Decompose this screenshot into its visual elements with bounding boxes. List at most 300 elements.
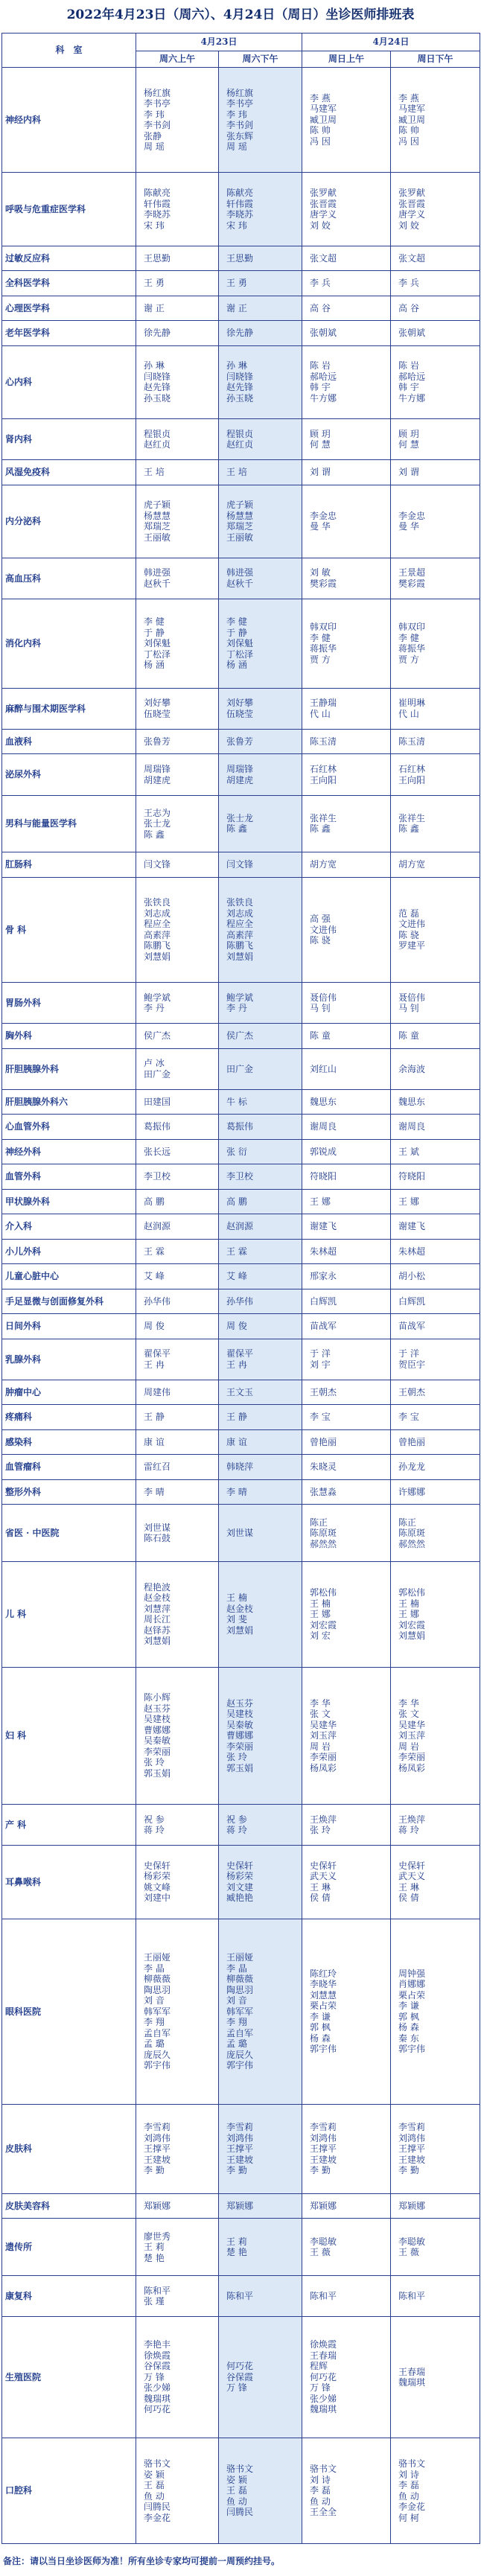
doctor-name: 赵玉芬 [144, 1703, 171, 1714]
doctor-name: 庞辰久 [144, 2049, 171, 2060]
doctor-cell [219, 1089, 302, 1115]
doctor-name: 廖世秀 [144, 2231, 171, 2242]
doctor-name: 柳薇薇 [226, 1974, 254, 1985]
page-title: 2022年4月23日（周六）、4月24日（周日）坐诊医师排班表 [66, 7, 415, 22]
doctor-name: 谢 正 [144, 302, 165, 313]
doctor-cell [219, 1667, 302, 1805]
doctor-name: 王 磊 [144, 2480, 165, 2491]
doctor-name: 轩伟霞 [226, 198, 254, 209]
doctor-name: 轩伟霞 [144, 198, 171, 209]
doctor-name: 刘鸿伟 [310, 2132, 337, 2143]
doctor-name: 何巧花 [226, 2361, 254, 2372]
doctor-name: 周 瑶 [144, 141, 165, 153]
table-row [2, 2193, 480, 2219]
doctor-cell [136, 419, 219, 460]
doctor-cell [302, 599, 391, 688]
doctor-name: 王志为 [144, 807, 171, 818]
doctor-name: 高 鹏 [226, 1196, 247, 1207]
doctor-name: 李 晶 [144, 1963, 165, 1974]
doctor-name: 何 慧 [398, 439, 419, 450]
dept-name: 乳腺外科 [2, 1339, 136, 1380]
doctor-name: 万 锋 [226, 2382, 247, 2394]
doctor-cell [136, 1919, 219, 2104]
doctor-name: 李 兵 [398, 278, 419, 289]
doctor-name: 马建军 [310, 103, 337, 115]
doctor-name: 史保轩 [398, 1860, 426, 1871]
doctor-name: 郭宇伟 [226, 2060, 254, 2071]
doctor-name: 葛振伟 [144, 1121, 171, 1132]
doctor-name: 陈 骁 [398, 929, 419, 940]
doctor-name: 周 岩 [310, 1741, 331, 1752]
doctor-cell [136, 2105, 219, 2194]
doctor-name: 李 翔 [226, 2017, 247, 2028]
doctor-name: 陈正 [398, 1517, 417, 1528]
table-row [2, 419, 480, 460]
doctor-cell [136, 1289, 219, 1314]
doctor-cell [391, 1115, 480, 1140]
doctor-name: 曾艳丽 [398, 1436, 426, 1447]
doctor-name: 孟自军 [226, 2027, 254, 2038]
doctor-name: 陶思羽 [226, 1984, 254, 1995]
doctor-cell [219, 1339, 302, 1380]
doctor-name: 王 莉 [226, 2236, 247, 2247]
doctor-name: 曼 华 [310, 521, 331, 532]
doctor-name: 侯 倩 [398, 1893, 419, 1904]
dept-name: 神经外科 [2, 1139, 136, 1164]
table-row [2, 246, 480, 271]
doctor-name: 高 谷 [398, 302, 419, 313]
date-header-0423: 4月23日 [136, 34, 302, 51]
dept-name: 内分泌科 [2, 485, 136, 558]
doctor-cell [136, 1562, 219, 1667]
doctor-cell [391, 173, 480, 246]
doctor-name: 孙 琳 [226, 360, 247, 372]
doctor-cell [136, 173, 219, 246]
doctor-name: 谢建飞 [398, 1221, 426, 1232]
table-row [2, 558, 480, 599]
doctor-name: 鱼 动 [144, 2490, 165, 2502]
doctor-name: 栗占荣 [310, 2000, 337, 2012]
date-header-0424: 4月24日 [302, 34, 480, 51]
doctor-cell [136, 1189, 219, 1214]
doctor-cell [219, 1919, 302, 2104]
doctor-cell [391, 1455, 480, 1480]
doctor-cell [219, 2105, 302, 2194]
doctor-name: 李 华 [310, 1697, 331, 1709]
doctor-name: 谢周良 [310, 1121, 337, 1132]
doctor-cell [219, 1139, 302, 1164]
doctor-name: 李雪莉 [144, 2122, 171, 2133]
doctor-name: 韩双印 [398, 622, 426, 633]
doctor-name: 高素萍 [144, 929, 171, 940]
doctor-name: 张士龙 [226, 812, 254, 823]
doctor-name: 郭 枫 [310, 2022, 331, 2033]
dept-name: 麻醉与围术期医学科 [2, 688, 136, 729]
doctor-name: 侯广杰 [226, 1030, 254, 1042]
doctor-name: 李 玮 [226, 109, 247, 120]
doctor-cell [302, 1115, 391, 1140]
doctor-name: 李 磊 [398, 2480, 419, 2491]
doctor-name: 谷保霞 [226, 2371, 254, 2382]
doctor-name: 刘慧娟 [398, 1630, 426, 1642]
doctor-name: 陈 鑫 [226, 823, 247, 835]
doctor-cell [391, 271, 480, 296]
doctor-name: 代 山 [310, 708, 331, 719]
doctor-name: 王全全 [310, 2507, 337, 2518]
dept-name: 日间外科 [2, 1314, 136, 1339]
doctor-name: 张 衍 [226, 1146, 247, 1157]
doctor-name: 陈 帅 [310, 125, 331, 136]
doctor-cell [219, 1289, 302, 1314]
doctor-cell [136, 1164, 219, 1190]
doctor-cell [302, 2276, 391, 2317]
doctor-name: 李 燕 [398, 92, 419, 103]
table-row [2, 1048, 480, 1089]
doctor-cell [302, 1846, 391, 1919]
doctor-name: 刘慧娟 [226, 951, 254, 962]
doctor-name: 肖娜娜 [398, 1979, 426, 1990]
doctor-name: 王丽娅 [144, 1952, 171, 1963]
doctor-name: 于 静 [144, 627, 165, 638]
doctor-name: 李 燕 [310, 92, 331, 103]
doctor-name: 石红林 [398, 764, 426, 774]
doctor-name: 姿 颖 [226, 2474, 247, 2485]
table-row [2, 173, 480, 246]
doctor-cell [136, 599, 219, 688]
doctor-cell [391, 68, 480, 173]
doctor-name: 康 谊 [226, 1436, 247, 1447]
table-row [2, 1429, 480, 1455]
doctor-name: 李 健 [398, 632, 419, 643]
dept-name: 男科与能量医学科 [2, 795, 136, 852]
doctor-cell [302, 296, 391, 321]
doctor-name: 王 莉 [144, 2242, 165, 2253]
doctor-cell [219, 1846, 302, 1919]
doctor-cell [391, 2317, 480, 2438]
doctor-name: 朱林超 [310, 1246, 337, 1257]
dept-name: 老年医学科 [2, 321, 136, 346]
doctor-name: 王向阳 [310, 774, 337, 785]
doctor-name: 刘 宇 [310, 1359, 331, 1370]
dept-name: 心内科 [2, 345, 136, 418]
doctor-name: 王撑平 [398, 2143, 426, 2155]
doctor-name: 刘文建 [226, 1881, 254, 1893]
doctor-name: 王撑平 [226, 2143, 254, 2155]
doctor-name: 李 谦 [398, 2000, 419, 2012]
dept-name: 风湿免疫科 [2, 460, 136, 485]
doctor-name: 郑颖娜 [226, 2200, 254, 2211]
doctor-name: 张士龙 [144, 818, 171, 829]
doctor-name: 李书剑 [226, 120, 254, 131]
doctor-name: 王 娜 [310, 1196, 331, 1207]
table-row [2, 1339, 480, 1380]
doctor-cell [136, 1139, 219, 1164]
doctor-name: 王 楠 [398, 1598, 419, 1609]
doctor-name: 张铁良 [226, 897, 254, 908]
doctor-cell [302, 1405, 391, 1430]
doctor-name: 孙龙龙 [398, 1461, 426, 1473]
doctor-cell [302, 2438, 391, 2544]
doctor-name: 周 瑶 [226, 141, 247, 153]
doctor-cell [219, 558, 302, 599]
doctor-name: 牛方娜 [310, 392, 337, 404]
doctor-cell [302, 688, 391, 729]
doctor-cell [302, 754, 391, 795]
doctor-cell [302, 877, 391, 982]
doctor-cell [391, 1405, 480, 1430]
doctor-name: 刘世谋 [144, 1522, 171, 1533]
doctor-cell [302, 173, 391, 246]
doctor-cell [136, 1048, 219, 1089]
table-row [2, 2219, 480, 2276]
doctor-name: 田广金 [226, 1063, 254, 1074]
dept-name: 省医 · 中医院 [2, 1505, 136, 1562]
doctor-cell [391, 1289, 480, 1314]
doctor-name: 田建国 [144, 1096, 171, 1107]
doctor-name: 杨 涵 [226, 660, 247, 671]
doctor-name: 刘 诗 [398, 2469, 419, 2480]
doctor-name: 陈 岩 [310, 360, 331, 372]
doctor-name: 王 薇 [310, 2247, 331, 2258]
table-row [2, 1139, 480, 1164]
doctor-name: 郭松伟 [398, 1587, 426, 1598]
doctor-name: 张长远 [144, 1146, 171, 1157]
table-row [2, 1189, 480, 1214]
doctor-name: 刘慧萍 [144, 1603, 171, 1614]
doctor-name: 赵红贞 [226, 439, 254, 450]
doctor-cell [391, 1562, 480, 1667]
doctor-cell [136, 1667, 219, 1805]
doctor-name: 张罗献 [310, 188, 337, 199]
doctor-name: 陈红玲 [310, 1968, 337, 1979]
doctor-name: 刘保魁 [226, 638, 254, 649]
doctor-name: 侯广杰 [144, 1030, 171, 1042]
dept-name: 生殖医院 [2, 2317, 136, 2438]
doctor-name: 李书亭 [226, 98, 254, 109]
doctor-name: 聂倍伟 [398, 992, 426, 1003]
doctor-cell [136, 877, 219, 982]
doctor-cell [136, 296, 219, 321]
doctor-cell [302, 1429, 391, 1455]
doctor-name: 张 玲 [226, 1752, 247, 1763]
doctor-name: 刘好攀 [226, 698, 254, 709]
table-row [2, 1380, 480, 1405]
doctor-cell [219, 983, 302, 1024]
doctor-cell [219, 2219, 302, 2276]
doctor-name: 陈玉清 [398, 736, 426, 747]
doctor-name: 蒋 玲 [144, 1825, 165, 1836]
doctor-name: 石红林 [310, 764, 337, 774]
doctor-cell [302, 1339, 391, 1380]
dept-name: 肝胆胰腺外科六 [2, 1089, 136, 1115]
doctor-name: 翟保平 [226, 1348, 254, 1359]
doctor-cell [302, 1479, 391, 1505]
doctor-name: 伍晓莹 [144, 708, 171, 719]
doctor-name: 王建坡 [398, 2154, 426, 2165]
doctor-cell [391, 1339, 480, 1380]
doctor-cell [391, 296, 480, 321]
doctor-name: 葛振伟 [226, 1121, 254, 1132]
dept-name: 甲状腺外科 [2, 1189, 136, 1214]
doctor-name: 张鲁芳 [226, 736, 254, 747]
doctor-name: 王 娜 [310, 1609, 331, 1620]
doctor-name: 张文超 [398, 252, 426, 264]
doctor-name: 郭宇伟 [310, 2044, 337, 2055]
doctor-cell [136, 321, 219, 346]
doctor-name: 王 娜 [398, 1196, 419, 1207]
doctor-name: 韩军军 [144, 2006, 171, 2017]
doctor-name: 王春瑞 [310, 2350, 337, 2361]
doctor-name: 程应全 [226, 919, 254, 930]
doctor-name: 曼 华 [398, 521, 419, 532]
doctor-cell [219, 1380, 302, 1405]
doctor-name: 牛 标 [226, 1096, 247, 1107]
doctor-name: 闫晓锋 [144, 371, 171, 382]
doctor-name: 郑瑞芝 [226, 521, 254, 532]
doctor-name: 杨凤彩 [398, 1762, 426, 1773]
doctor-name: 陈 童 [310, 1030, 331, 1042]
doctor-name: 李 翔 [144, 2017, 165, 2028]
doctor-name: 陈玉清 [310, 736, 337, 747]
doctor-name: 何巧花 [310, 2371, 337, 2382]
doctor-name: 陈鹏飞 [144, 940, 171, 951]
doctor-name: 唐学义 [398, 209, 426, 220]
doctor-cell [302, 1289, 391, 1314]
doctor-name: 牛方娜 [398, 392, 426, 404]
doctor-name: 孟 璐 [226, 2038, 247, 2050]
doctor-name: 刘鸿伟 [398, 2132, 426, 2143]
doctor-name: 王思勤 [226, 252, 254, 264]
doctor-name: 刘红山 [310, 1063, 337, 1074]
doctor-cell [391, 2276, 480, 2317]
doctor-name: 杨凤彩 [310, 1762, 337, 1773]
doctor-name: 杨慧慧 [226, 510, 254, 521]
doctor-cell [136, 2193, 219, 2219]
doctor-name: 王建坡 [144, 2154, 171, 2165]
doctor-name: 王 培 [144, 467, 165, 478]
doctor-name: 李晓华 [310, 1979, 337, 1990]
doctor-name: 贾 方 [398, 654, 419, 665]
table-row [2, 1239, 480, 1264]
doctor-cell [219, 419, 302, 460]
doctor-cell [136, 1115, 219, 1140]
doctor-cell [391, 1505, 480, 1562]
doctor-name: 王 霖 [144, 1246, 165, 1257]
doctor-name: 张晋霞 [310, 198, 337, 209]
doctor-name: 符晓阳 [310, 1171, 337, 1182]
doctor-name: 郝然然 [398, 1538, 426, 1549]
doctor-cell [219, 68, 302, 173]
doctor-name: 王 楠 [226, 1593, 247, 1604]
doctor-cell [219, 345, 302, 418]
doctor-cell [219, 460, 302, 485]
doctor-name: 蒋振华 [398, 643, 426, 654]
dept-name: 肿瘤中心 [2, 1380, 136, 1405]
doctor-name: 苗战军 [398, 1321, 426, 1332]
doctor-name: 韩 宇 [398, 382, 419, 393]
doctor-name: 李书剑 [144, 120, 171, 131]
doctor-name: 何 慧 [310, 439, 331, 450]
doctor-name: 谢建飞 [310, 1221, 337, 1232]
dept-name: 儿童心脏中心 [2, 1264, 136, 1289]
doctor-cell [219, 688, 302, 729]
doctor-name: 李 勤 [310, 2165, 331, 2176]
doctor-name: 骆书文 [226, 2464, 254, 2475]
doctor-name: 赵红贞 [144, 439, 171, 450]
doctor-name: 赵润源 [144, 1221, 171, 1232]
doctor-name: 王丽敏 [226, 532, 254, 543]
doctor-name: 闫腾民 [144, 2502, 171, 2513]
doctor-name: 胡建虎 [144, 774, 171, 785]
table-row [2, 1314, 480, 1339]
doctor-name: 蒋振华 [310, 643, 337, 654]
doctor-name: 王 勇 [144, 278, 165, 289]
doctor-name: 周钟强 [398, 1968, 426, 1979]
doctor-name: 张罗献 [398, 188, 426, 199]
doctor-name: 侯 倩 [310, 1893, 331, 1904]
doctor-name: 李荣丽 [398, 1752, 426, 1763]
doctor-name: 徐焕霞 [144, 2350, 171, 2361]
doctor-name: 骆书文 [144, 2458, 171, 2470]
doctor-cell [219, 271, 302, 296]
doctor-name: 张少娣 [310, 2393, 337, 2404]
doctor-name: 丁松泽 [226, 648, 254, 660]
doctor-name: 李 丹 [144, 1003, 165, 1014]
doctor-cell [302, 1380, 391, 1405]
doctor-name: 赵金枝 [144, 1593, 171, 1604]
doctor-name: 王建坡 [226, 2154, 254, 2165]
doctor-name: 张 文 [398, 1709, 419, 1720]
doctor-name: 王 娜 [398, 1609, 419, 1620]
doctor-name: 艾 峰 [226, 1271, 247, 1282]
doctor-name: 蒋 玲 [226, 1825, 247, 1836]
doctor-cell [219, 1189, 302, 1214]
doctor-name: 谷保霞 [144, 2361, 171, 2372]
doctor-name: 顾 玥 [398, 428, 419, 439]
doctor-name: 周瑞锋 [226, 764, 254, 774]
doctor-cell [219, 2276, 302, 2317]
table-row [2, 296, 480, 321]
dept-name: 全科医学科 [2, 271, 136, 296]
doctor-cell [391, 1164, 480, 1190]
doctor-cell [219, 1479, 302, 1505]
doctor-name: 徐先静 [226, 328, 254, 339]
doctor-cell [136, 1429, 219, 1455]
doctor-name: 王朝杰 [398, 1386, 426, 1397]
doctor-name: 邢家永 [310, 1271, 337, 1282]
doctor-name: 朱晓灵 [310, 1461, 337, 1473]
doctor-name: 胡方宽 [310, 859, 337, 870]
doctor-cell [391, 246, 480, 271]
doctor-cell [219, 1164, 302, 1190]
doctor-name: 康 谊 [144, 1436, 165, 1447]
doctor-cell [136, 246, 219, 271]
doctor-name: 李 健 [310, 632, 331, 643]
table-row [2, 599, 480, 688]
doctor-name: 马 钊 [310, 1003, 331, 1014]
dept-name: 疼痛科 [2, 1405, 136, 1430]
table-row [2, 1024, 480, 1049]
doctor-cell [302, 795, 391, 852]
doctor-name: 李聪敏 [398, 2236, 426, 2247]
doctor-name: 李 勤 [144, 2165, 165, 2176]
table-row [2, 852, 480, 878]
doctor-cell [219, 1562, 302, 1667]
doctor-cell [302, 1048, 391, 1089]
doctor-name: 郑瑞芝 [144, 521, 171, 532]
doctor-name: 祝 参 [144, 1814, 165, 1825]
doctor-cell [391, 2219, 480, 2276]
